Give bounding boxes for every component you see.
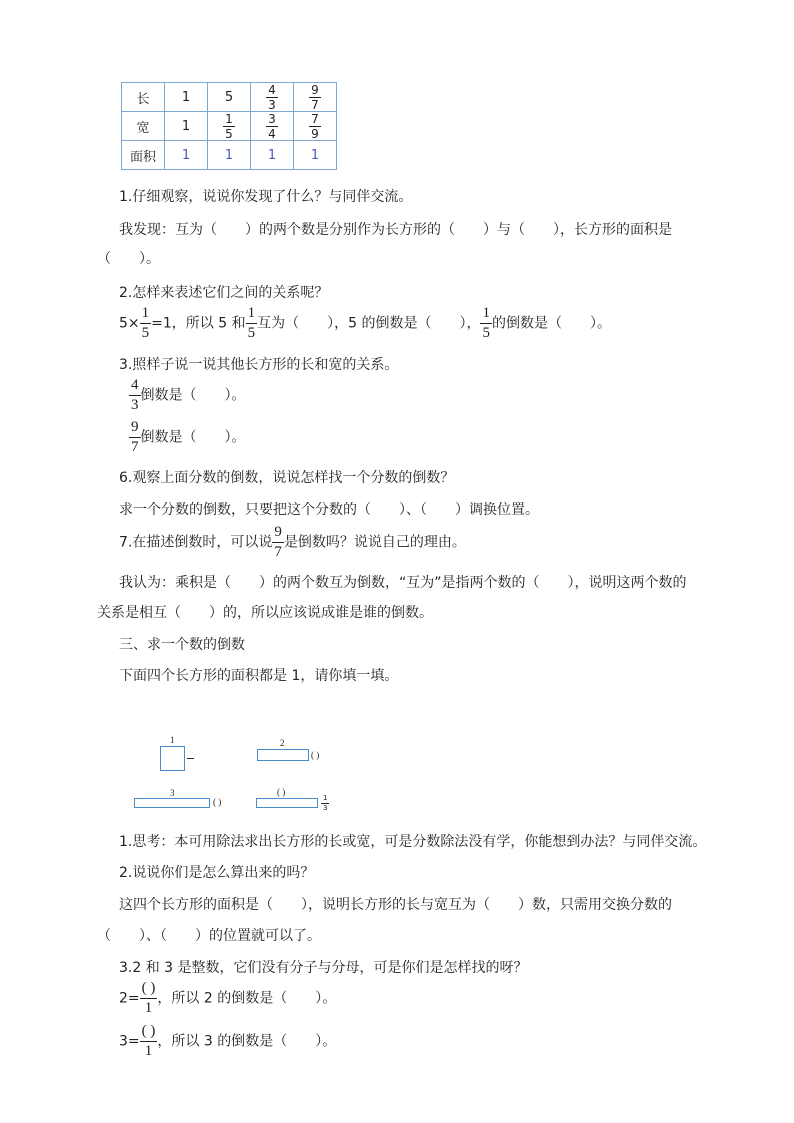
q7-title <box>119 525 466 560</box>
q2-text-c: 互为（ ），5 的倒数是（ ）， <box>257 315 481 332</box>
eq-text: 3= <box>119 1033 140 1050</box>
table-cell: 1 <box>165 112 208 141</box>
s3-eq1 <box>119 981 336 1016</box>
s3-eq2 <box>119 1024 336 1059</box>
fraction: $\frac{1}{5}$ <box>141 305 150 341</box>
table-row <box>122 112 337 141</box>
square-blank-line <box>187 758 194 759</box>
fraction: $\frac{9}{7}$ <box>131 419 139 455</box>
fraction: $\frac{1}{3}$ <box>323 794 328 812</box>
q2-title: 2.怎样来表述它们之间的关系呢？ <box>119 285 329 301</box>
table-row <box>122 141 337 170</box>
row-label: 面积 <box>122 141 165 170</box>
fraction: $\frac{4}{3}$ <box>268 82 276 112</box>
q7-text-a: 7.在描述倒数时，可以说 <box>119 534 273 551</box>
fraction: ( ) 1 <box>141 1023 156 1059</box>
q3-row1 <box>129 378 246 413</box>
section-title: 三、求一个数的倒数 <box>119 637 245 653</box>
q3-title: 3.照样子说一说其他长方形的长和宽的关系。 <box>119 357 399 373</box>
table-cell: 1 <box>165 83 208 112</box>
s2-title: 2.说说你们是怎么算出来的吗？ <box>119 865 315 881</box>
fraction: $\frac{1}{5}$ <box>482 305 490 341</box>
fraction: $\frac{9}{7}$ <box>274 524 282 560</box>
fraction: $\frac{1}{5}$ <box>225 111 233 141</box>
s2-line1: 这四个长方形的面积是（ ），说明长方形的长与宽互为（ ）数，只需用交换分数的 <box>119 897 672 913</box>
fraction: $\frac{4}{3}$ <box>131 377 139 413</box>
table-cell: 1 <box>294 141 337 170</box>
rect3-width-blank: ( ) <box>213 797 222 807</box>
fraction: $\frac{3}{4}$ <box>268 111 276 141</box>
table-cell <box>294 112 337 141</box>
q3-row1-text: 倒数是（ ）。 <box>140 387 246 404</box>
rect2-width-blank: ( ) <box>311 750 320 760</box>
s2-line2: （ ）、（ ）的位置就可以了。 <box>97 928 321 944</box>
q7-line2: 关系是相互（ ）的，所以应该说成谁是谁的倒数。 <box>97 605 433 621</box>
square-rect <box>160 746 185 771</box>
rect4 <box>256 798 318 808</box>
q1-line2: （ ）。 <box>97 251 160 267</box>
eq-text: ，所以 2 的倒数是（ ）。 <box>157 990 337 1007</box>
q7-text-b: 是倒数吗？说说自己的理由。 <box>283 534 466 551</box>
q3-row2-text: 倒数是（ ）。 <box>140 429 246 446</box>
table-cell <box>294 83 337 112</box>
q6-line: 求一个分数的倒数，只要把这个分数的（ ）、（ ）调换位置。 <box>119 502 539 518</box>
rect3-length-label: 3 <box>170 788 175 798</box>
q3-row2 <box>129 420 246 455</box>
table-cell <box>251 83 294 112</box>
table-cell: 1 <box>251 141 294 170</box>
q1-title: 1.仔细观察，说说你发现了什么？与同伴交流。 <box>119 189 413 205</box>
eq-text: 2= <box>119 990 140 1007</box>
section-intro: 下面四个长方形的面积都是 1，请你填一填。 <box>119 668 399 684</box>
table-row <box>122 83 337 112</box>
table-cell: 5 <box>208 83 251 112</box>
q7-line1: 我认为：乘积是（ ）的两个数互为倒数，“互为”是指两个数的（ ），说明这两个数的 <box>119 575 687 591</box>
q2-text-e: 的倒数是（ ）。 <box>491 315 611 332</box>
table-cell <box>251 112 294 141</box>
rect2 <box>257 749 309 761</box>
rect2-length-label: 2 <box>280 738 285 748</box>
rect4-width-fraction <box>321 795 329 812</box>
eq-text: ，所以 3 的倒数是（ ）。 <box>157 1033 337 1050</box>
table-cell: 1 <box>208 141 251 170</box>
fraction: ( ) 1 <box>141 980 156 1016</box>
q1-line1: 我发现：互为（ ）的两个数是分别作为长方形的（ ）与（ ），长方形的面积是 <box>119 222 672 238</box>
table-cell <box>208 112 251 141</box>
fraction: $\frac{1}{5}$ <box>247 305 256 341</box>
row-label: 长 <box>122 83 165 112</box>
q6-title: 6.观察上面分数的倒数，说说怎样找一个分数的倒数？ <box>119 470 455 486</box>
s3-title: 3.2 和 3 是整数，它们没有分子与分母，可是你们是怎样找的呀？ <box>119 960 528 976</box>
q2-equation <box>119 306 611 341</box>
square-side-label: 1 <box>170 735 175 745</box>
reciprocal-table <box>121 82 337 170</box>
rect3 <box>134 798 210 808</box>
row-label: 宽 <box>122 112 165 141</box>
q2-text-a: 5× <box>119 315 140 332</box>
table-cell: 1 <box>165 141 208 170</box>
rect4-length-blank: ( ) <box>277 787 286 797</box>
fraction: $\frac{7}{9}$ <box>311 111 319 141</box>
q2-text-b: =1，所以 5 和 <box>151 315 246 332</box>
s1-text: 1.思考：本可用除法求出长方形的长或宽，可是分数除法没有学，你能想到办法？与同伴交流。 <box>119 834 707 850</box>
fraction: $\frac{9}{7}$ <box>311 82 319 112</box>
